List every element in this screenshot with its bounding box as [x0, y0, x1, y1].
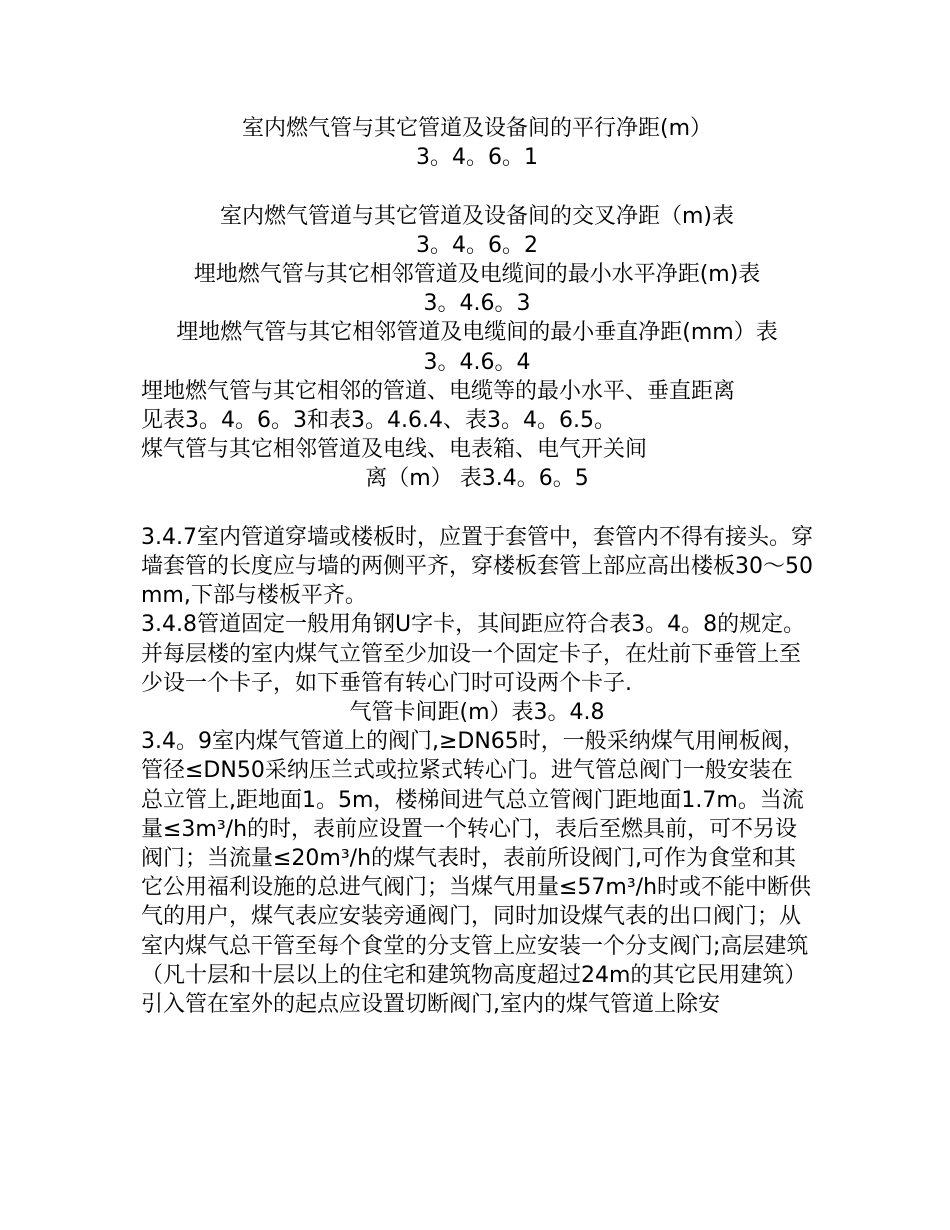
note-line-1: 埋地燃气管与其它相邻的管道、电缆等的最小水平、垂直距离	[141, 378, 736, 404]
table-number-3464: 3。4.6。4	[423, 349, 531, 375]
blank-line	[141, 172, 813, 201]
blank-line	[141, 494, 813, 523]
paragraph-3-4-9: 3.4。9室内煤气管道上的阀门,≥DN65时，一般采纳煤气用闸板阀，管径≤DN50采纳压兰式或拉紧式转心门。进气管总阀门一般安装在总立管上,距地面1。5m，楼梯间进气总立管阀门距地面1.7m。当流量≤3m³/h的时，表前应设置一个转心门，表后至燃具前，可不另设阀门；当流量≤20m³/h的煤气表时，表前所设阀门,可作为食堂和其它公用福利设施的总进气阀门；当煤气用量≤57m³/h时或不能中断供气的用户，煤气表应安装旁通阀门，同时加设煤气表的出口阀门；从室内煤气总干管至每个食堂的分支管上应安装一个分支阀门;高层建筑（凡十层和十层以上的住宅和建筑物高度超过24m的其它民用建筑）引入管在室外的起点应设置切断阀门,室内的煤气管道上除安	[141, 729, 812, 1018]
table-number-3461: 3。4。6。1	[416, 145, 538, 171]
table-number-3463: 3。4.6。3	[423, 291, 531, 317]
paragraph-3-4-7: 3.4.7室内管道穿墙或楼板时，应置于套管中，套管内不得有接头。穿墙套管的长度应与墙的两侧平齐，穿楼板套管上部应高出楼板30～50mm,下部与楼板平齐。	[141, 524, 813, 609]
table-title-3465: 离（m） 表3.4。6。5	[365, 466, 589, 492]
table-number-3462: 3。4。6。2	[416, 232, 538, 258]
note-line-2: 见表3。4。6。3和表3。4.6.4、表3。4。6.5。	[141, 408, 616, 434]
table-title-3464: 埋地燃气管与其它相邻管道及电缆间的最小垂直净距(mm）表	[176, 320, 778, 346]
paragraph-3-4-8: 3.4.8管道固定一般用角钢U字卡，其间距应符合表3。4。8的规定。并每层楼的室内煤气立管至少加设一个固定卡子，在灶前下垂管上至少设一个卡子，如下垂管有转心门时可设两个卡子.	[141, 612, 806, 696]
table-title-3462: 室内燃气管道与其它管道及设备间的交叉净距（m)表	[219, 203, 734, 229]
table-title-3461: 室内燃气管与其它管道及设备间的平行净距(m）	[241, 116, 712, 141]
note-line-3: 煤气管与其它相邻管道及电线、电表箱、电气开关间	[141, 437, 648, 463]
table-title-348: 气管卡间距(m）表3。4.8	[349, 700, 605, 726]
table-title-3463: 埋地燃气管与其它相邻管道及电缆间的最小水平净距(m)表	[193, 262, 761, 287]
document-body	[141, 114, 813, 1019]
